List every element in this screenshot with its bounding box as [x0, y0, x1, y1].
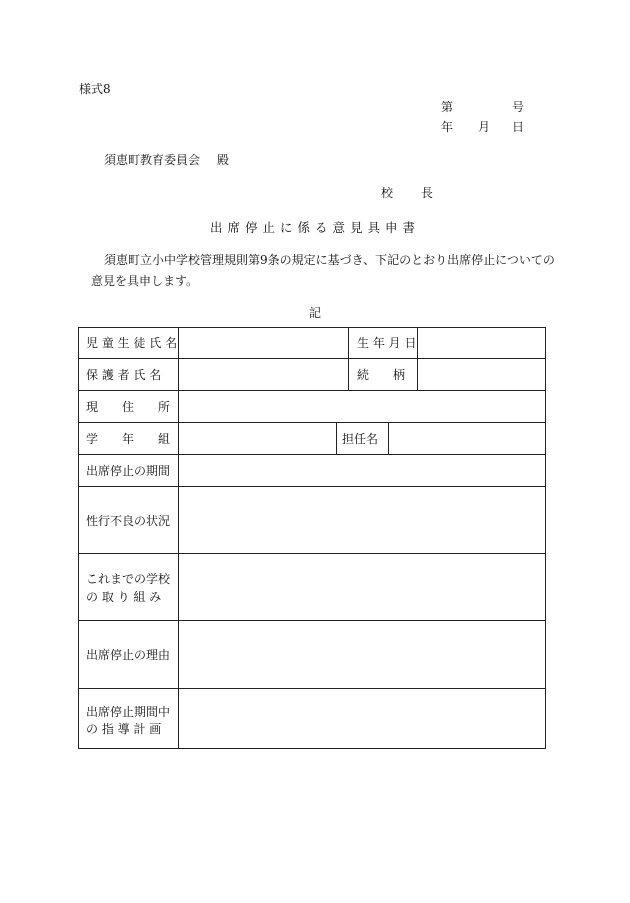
label-guidance-plan-line-1: 出席停止期間中 [86, 705, 171, 719]
label-suspension-reason: 出席停止の理由 [86, 648, 171, 662]
relation-field[interactable] [418, 359, 545, 390]
label-conduct-status: 性行不良の状況 [86, 514, 171, 528]
label-relation: 続 柄 [357, 368, 406, 382]
body-text-line-1: 須恵町立小中学校管理規則第9条の規定に基づき、下記のとおり出席停止についての [104, 253, 555, 267]
grade-class-field[interactable] [179, 423, 336, 454]
document-number-suffix: 号 [512, 100, 525, 114]
label-homeroom-teacher: 担任名 [342, 432, 379, 446]
student-name-field[interactable] [179, 328, 348, 358]
label-birthdate: 生 年 月 日 [357, 336, 417, 350]
column-divider [348, 327, 349, 390]
date-year-label: 年 [441, 120, 454, 134]
label-grade-class: 学 年 組 [86, 432, 171, 446]
guidance-plan-field[interactable] [179, 689, 545, 748]
column-divider [336, 422, 337, 454]
document-title: 出席停止に係る意見具申書 [209, 220, 420, 235]
label-student-name: 児 童 生 徒 氏 名 [86, 336, 178, 350]
document-number-prefix: 第 [441, 100, 454, 114]
school-efforts-field[interactable] [179, 554, 545, 620]
sender-principal: 校 長 [381, 186, 445, 200]
label-suspension-period: 出席停止の期間 [86, 464, 171, 478]
conduct-status-field[interactable] [179, 487, 545, 553]
date-month-label: 月 [478, 120, 491, 134]
label-address: 現 住 所 [86, 400, 171, 414]
label-guardian-name: 保 護 者 氏 名 [86, 368, 162, 382]
body-text-line-2: 意見を具申します。 [91, 274, 199, 288]
addressee: 須恵町教育委員会 [104, 153, 201, 167]
label-guidance-plan-line-2: の 指 導 計 画 [86, 722, 162, 736]
homeroom-teacher-field[interactable] [389, 423, 545, 454]
birthdate-field[interactable] [418, 328, 545, 358]
date-day-label: 日 [512, 120, 525, 134]
ki-heading: 記 [308, 306, 321, 320]
label-school-efforts-line-2: の 取 り 組 み [86, 590, 162, 604]
suspension-period-field[interactable] [179, 455, 545, 486]
suspension-reason-field[interactable] [179, 621, 545, 688]
label-school-efforts-line-1: これまでの学校 [86, 572, 171, 586]
form-number: 様式8 [79, 82, 111, 96]
guardian-name-field[interactable] [179, 359, 348, 390]
address-field[interactable] [179, 391, 545, 422]
addressee-honorific: 殿 [217, 153, 230, 167]
